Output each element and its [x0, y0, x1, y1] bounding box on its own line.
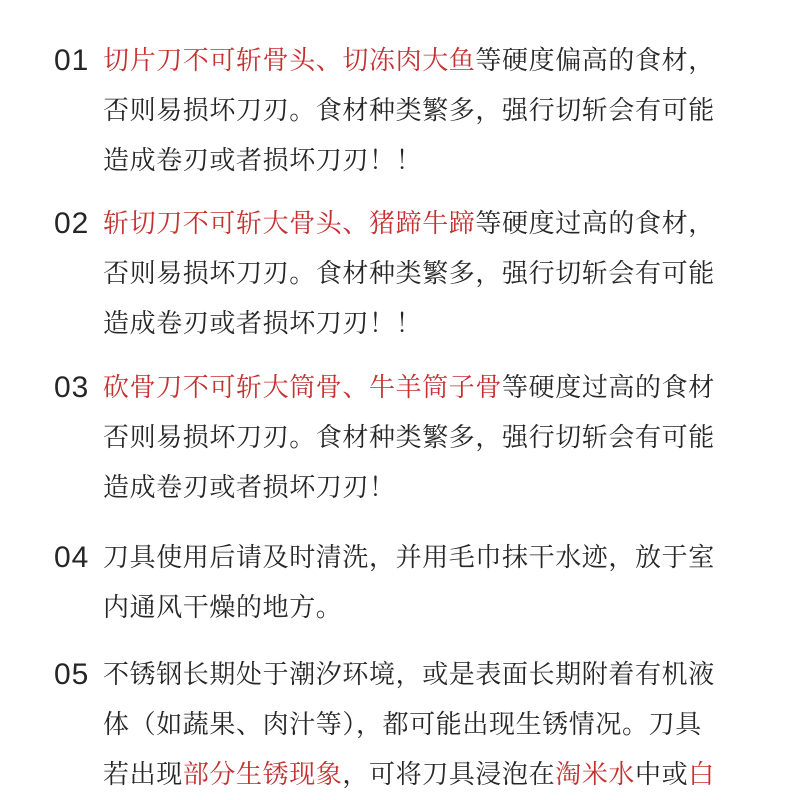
highlight-text: 切片刀不可斩骨头、切冻肉大鱼: [103, 46, 476, 76]
item-line: 内通风干燥的地方。: [103, 593, 343, 623]
highlight-text: 淘米水: [555, 760, 636, 790]
item-line: 造成卷刃或者损坏刀刃！！: [103, 146, 423, 176]
item-number: 03: [54, 371, 90, 404]
item-line: 否则易损坏刀刃。食材种类繁多，强行切斩会有可能: [103, 259, 715, 289]
item-number: 05: [54, 658, 90, 691]
item-line: 不锈钢长期处于潮汐环境，或是表面长期附着有机液: [103, 660, 715, 690]
item-number: 02: [54, 207, 90, 240]
highlight-text: 白: [688, 760, 715, 790]
item-line: 否则易损坏刀刃。食材种类繁多，强行切斩会有可能: [103, 423, 715, 453]
line-text: 等硬度过高的食材: [502, 373, 715, 403]
line-text: ，可将刀具浸泡在: [342, 760, 556, 790]
item-line: 否则易损坏刀刃。食材种类繁多，强行切斩会有可能: [103, 96, 715, 126]
item-line: 体（如蔬果、肉汁等），都可能出现生锈情况。刀具: [103, 710, 702, 740]
item-line: [103, 365, 715, 411]
highlight-text: 砍骨刀不可斩大筒骨、牛羊筒子骨: [103, 373, 503, 403]
line-text: 若出现: [103, 760, 183, 790]
item-line: 刀具使用后请及时清洗，并用毛巾抹干水迹，放于室: [103, 543, 715, 573]
line-text: 等硬度过高的食材，: [475, 209, 715, 239]
line-text: 等硬度偏高的食材，: [475, 46, 715, 76]
item-line: 造成卷刃或者损坏刀刃！: [103, 473, 396, 503]
item-line: 造成卷刃或者损坏刀刃！！: [103, 309, 423, 339]
item-line: [103, 38, 715, 84]
highlight-text: 斩切刀不可斩大骨头、猪蹄牛蹄: [103, 209, 476, 239]
item-line: [103, 752, 715, 798]
highlight-text: 部分生锈现象: [182, 760, 343, 790]
item-number: 01: [54, 44, 90, 77]
item-number: 04: [54, 541, 90, 574]
line-text: 中或: [635, 760, 689, 790]
item-line: [103, 201, 715, 247]
